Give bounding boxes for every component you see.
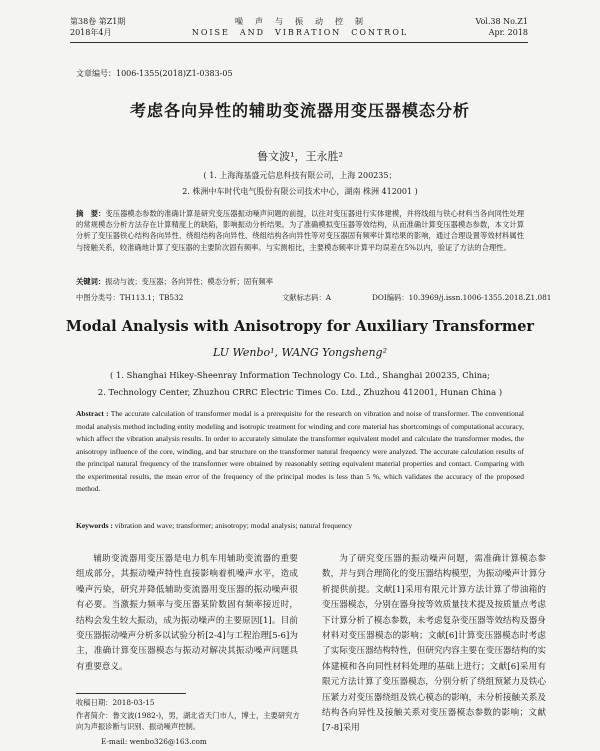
header-month-year: Apr. 2018 bbox=[488, 28, 528, 37]
header-date: 2018年4月 bbox=[70, 28, 112, 37]
abstract-en bbox=[76, 408, 524, 496]
footnote-rule bbox=[76, 693, 186, 694]
running-header-volume bbox=[475, 16, 528, 38]
affiliation-cn-1: ( 1. 上海海基盛元信息科技有限公司，上海 200235； bbox=[203, 171, 397, 180]
body-column-left: 辅助变流器用变压器是电力机车用辅助变流器的重要组成部分，其振动噪声特性直接影响着机噪声水平，造成噪声污染，研究并降低辅助变流器用变压器的振动噪声很有必要。当激振力频率与变压器某阶数固有频率接近时，结构会发生较大振动，成为振动噪声的主要原因[1]。目前变压器振动噪声分析多以试验分析[2-4]与工程治理[5-6]为主，准确计算变压器模态与振动对解决其振动噪声问题具有重要意义。 bbox=[76, 554, 298, 672]
clc-number: 中图分类号：TH113.1；TB532 bbox=[76, 293, 184, 302]
document-code: 文献标志码：A bbox=[282, 293, 332, 302]
authors-cn: 鲁文波¹，王永胜² bbox=[257, 150, 343, 163]
footnote-received: 收稿日期：2018-03-15 bbox=[76, 698, 155, 707]
keywords-en-label: Keywords : bbox=[76, 521, 113, 530]
affiliation-en-1: ( 1. Shanghai Hikey-Sheenray Information Technology Co. Ltd., Shanghai 200235, China; bbox=[110, 370, 490, 380]
keywords-cn-label: 关键词： bbox=[76, 277, 106, 286]
paper-title-en: Modal Analysis with Anisotropy for Auxiliary Transformer bbox=[65, 318, 535, 335]
footnote-author-bio: 作者简介：鲁文波(1982-)，男，湖北省天门市人，博士，主要研究方向为声振诊断与识别、振动噪声控制。 bbox=[76, 711, 300, 731]
abstract-cn bbox=[76, 208, 524, 253]
header-journal-cn: 噪 声 与 振 动 控 制 bbox=[235, 17, 365, 26]
keywords-en bbox=[76, 521, 524, 530]
abstract-cn-label: 摘 要： bbox=[76, 209, 106, 218]
body-column-right: 为了研究变压器的振动噪声问题，需准确计算模态参数，并与到合理简化的变压器结构模型，为振动噪声计算分析提供前提。文献[1]采用有限元计算方法计算了带油箱的变压器模态，分别在器身按等效质量技术提及按质量点考虑下计算分析了模态参数，未考虑复杂变压器等效结构及器身材料对变压器模态的影响；文献[6]计算变压器模态时考虑了实际变压器结构特性，但研究内容主要在变压器结构的实体建模和各向同性材料处理的基础上进行；文献[6]采用有限元方法计算了变压器模态，分别分析了绕组预紧力及铁心压紧力对变压器绕组及铁心模态的影响，未分析接触关系及结构各向异性及接触关系对变压器模态参数的影响；文献[7-8]采用 bbox=[322, 554, 546, 734]
keywords-cn-text: 振动与波；变压器；各向异性；模态分析；固有频率 bbox=[105, 277, 274, 286]
article-number: 文章编号：1006-1355(2018)Z1-0383-05 bbox=[76, 69, 233, 78]
running-header-journal-issue bbox=[70, 16, 125, 38]
running-header-journal-name bbox=[180, 16, 420, 38]
doi: DOI编码：10.3969/j.issn.1006-1355.2018.Z1.081 bbox=[372, 293, 552, 302]
keywords-cn bbox=[76, 277, 524, 287]
footnote-email: E-mail: wenbo326@163.com bbox=[101, 737, 207, 746]
abstract-en-text: The accurate calculation of transformer modal is a prerequisite for the research on vibration and noise of transformer. The conventional modal analysis method including entity modeling and isotropic treatment for winding and core material has shortcomings of computational accuracy, which affect the vibration analysis results. In order to accurately simulate the transformer equivalent model and calculate the transformer modes, the anisotropy influence of the core, winding, and bar structure on the transformer natural frequency were analyzed. The accurate calculation results of the principal natural frequency of the transformer were obtained by reasonably setting equivalent material properties and contact. Comparing with the experimental results, the mean error of the frequency of the principal modes is less than 5 %, which validates the accuracy of the proposed method. bbox=[76, 409, 524, 493]
header-volume-issue: 第38卷 第Z1期 bbox=[70, 17, 126, 26]
abstract-en-label: Abstract : bbox=[76, 409, 109, 418]
affiliation-cn-2: 2. 株洲中车时代电气股份有限公司技术中心，湖南 株洲 412001 ) bbox=[182, 187, 418, 196]
abstract-cn-text: 变压器模态参数的准确计算是研究变压器振动噪声问题的前提，以往对变压器进行实体建模，并将线组与铁心材料当各向同性处理的常规模态分析方法存在计算精度上的缺陷，影响振动分析结果。为了准确模拟变压器等效结构，从而准确计算变压器模态参数，本文计算分析了变压器铁心结构各向异性、绕组结构各向异性、绕组结构各向异性等对变压器固有频率计算结果的影响，通过合理设置等效材料属性与接触关系，较准确地计算了变压器的主要阶次固有频率。与实测相比，主要模态频率计算平均误差在5%以内，验证了方法的合理性。 bbox=[76, 209, 525, 252]
paper-title-cn: 考虑各向异性的辅助变流器用变压器模态分析 bbox=[129, 101, 470, 120]
authors-en: LU Wenbo¹, WANG Yongsheng² bbox=[213, 346, 387, 359]
header-journal-en: NOISE AND VIBRATION CONTROL bbox=[191, 28, 409, 37]
affiliation-en-2: 2. Technology Center, Zhuzhou CRRC Electric Times Co. Ltd., Zhuzhou 412001, Hunan China ) bbox=[97, 387, 503, 397]
header-rule bbox=[70, 42, 528, 43]
keywords-en-text: vibration and wave; transformer; anisotropy; modal analysis; natural frequency bbox=[114, 521, 353, 530]
header-vol-no: Vol.38 No.Z1 bbox=[475, 17, 528, 26]
